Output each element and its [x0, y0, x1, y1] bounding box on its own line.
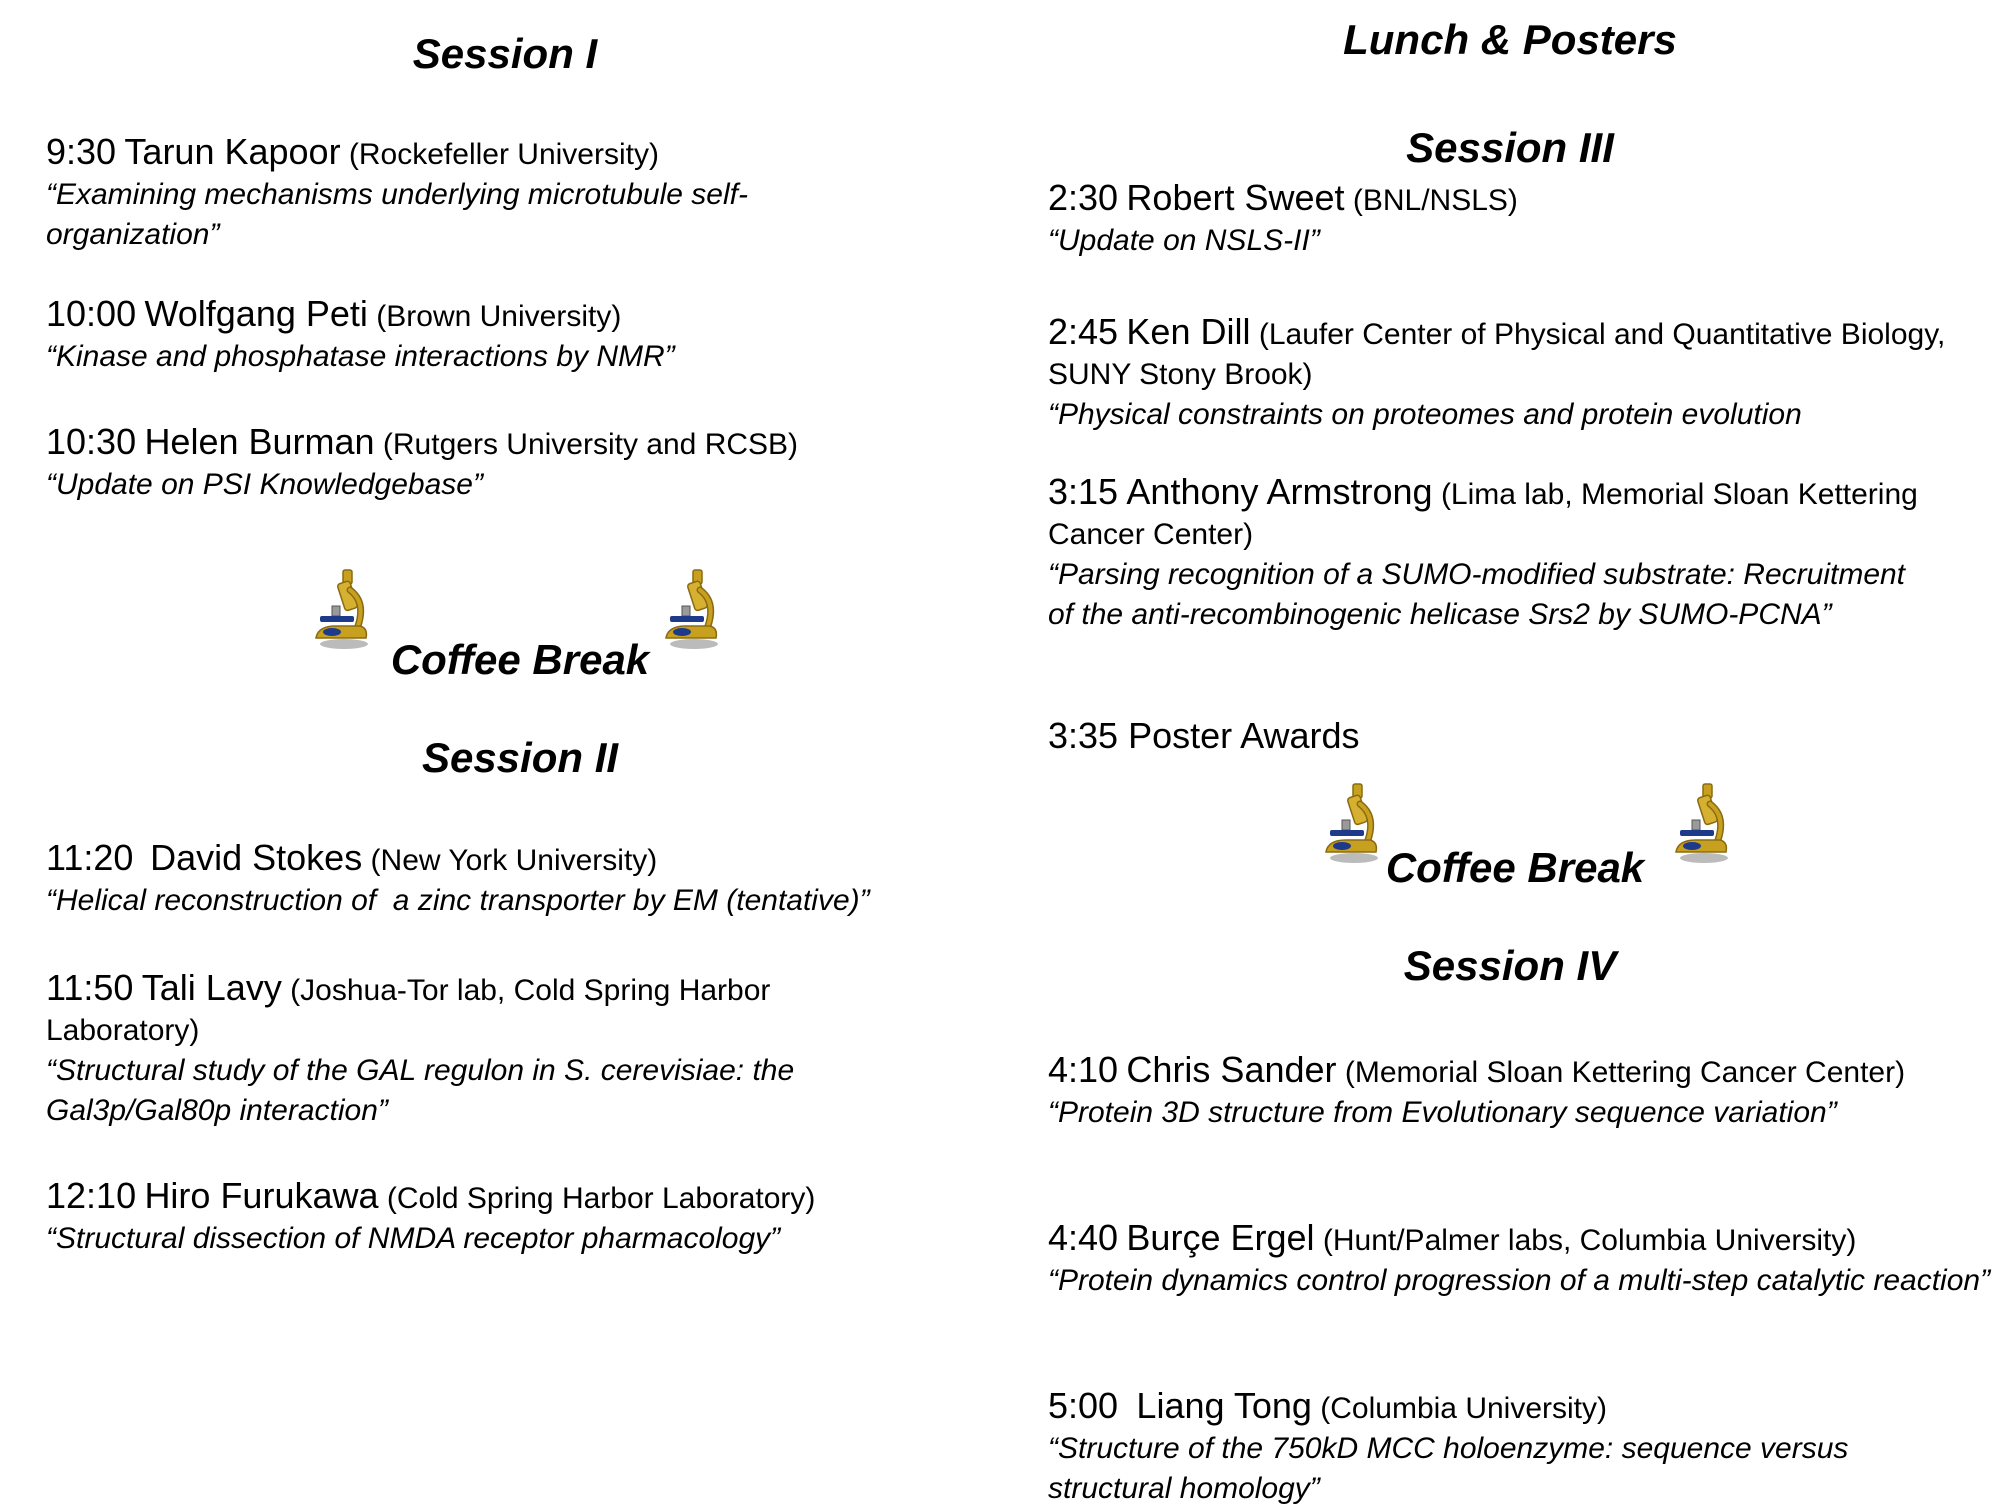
talk-speaker: David Stokes — [150, 837, 363, 878]
talk-time: 9:30 — [46, 131, 117, 172]
talk-affiliation: (Laufer Center of Physical and Quantitative Biology, SUNY Stony Brook) — [1048, 318, 1946, 391]
talk-time: 3:15 — [1048, 471, 1119, 512]
session-heading-2: Session II — [421, 734, 619, 781]
session-heading-1: Session I — [412, 30, 598, 77]
talk-entry — [1048, 472, 1948, 635]
talk-affiliation: (Hunt/Palmer labs, Columbia University) — [1322, 1224, 1857, 1257]
talk-affiliation: (Memorial Sloan Kettering Cancer Center) — [1344, 1056, 1906, 1089]
talk-affiliation: (Rutgers University and RCSB) — [382, 428, 799, 461]
talk-speaker: Wolfgang Peti — [144, 293, 368, 334]
talk-time: 10:00 — [46, 293, 137, 334]
talk-time: 4:40 — [1048, 1217, 1119, 1258]
talk-affiliation: (Columbia University) — [1320, 1392, 1608, 1425]
talk-speaker: Ken Dill — [1126, 311, 1251, 352]
talk-time: 5:00 — [1048, 1385, 1119, 1426]
talk-title: “Examining mechanisms underlying microtubule self-organization” — [46, 178, 748, 251]
talk-entry — [46, 294, 946, 377]
talk-entry — [1048, 1218, 1998, 1301]
coffee-break-heading: Coffee Break — [390, 636, 650, 683]
talk-affiliation: (Joshua-Tor lab, Cold Spring Harbor Laboratory) — [46, 974, 771, 1047]
talk-entry — [1048, 1050, 1948, 1133]
talk-affiliation: (Cold Spring Harbor Laboratory) — [386, 1182, 816, 1215]
talk-affiliation: (Lima lab, Memorial Sloan Kettering Cancer Center) — [1048, 478, 1918, 551]
talk-entry — [46, 422, 946, 505]
talk-title: “Helical reconstruction of a zinc transporter by EM (tentative)” — [46, 884, 870, 917]
talk-speaker: Helen Burman — [144, 421, 375, 462]
talk-entry — [46, 132, 946, 255]
talk-time: 2:45 — [1048, 311, 1119, 352]
talk-affiliation: (New York University) — [370, 844, 658, 877]
talk-title: “Physical constraints on proteomes and protein evolution — [1048, 398, 1802, 431]
talk-title: “Update on PSI Knowledgebase” — [46, 468, 483, 501]
talk-affiliation: (BNL/NSLS) — [1352, 184, 1518, 217]
coffee-break-heading: Coffee Break — [1385, 844, 1645, 891]
talk-title: “Structural study of the GAL regulon in S. cerevisiae: the Gal3p/Gal80p interaction” — [46, 1054, 795, 1127]
talk-entry — [46, 838, 1006, 921]
talk-speaker: Chris Sander — [1126, 1049, 1337, 1090]
talk-entry — [46, 968, 916, 1131]
talk-title: “Structure of the 750kD MCC holoenzyme: sequence versus structural homology” — [1048, 1432, 1849, 1505]
talk-time: 2:30 — [1048, 177, 1119, 218]
lunch-posters-heading: Lunch & Posters — [1343, 16, 1677, 63]
session-heading-3: Session III — [1406, 124, 1614, 171]
talk-affiliation: (Rockefeller University) — [348, 138, 659, 171]
talk-entry — [1048, 312, 1998, 435]
talk-title: “Update on NSLS-II” — [1048, 224, 1320, 257]
talk-time: 4:10 — [1048, 1049, 1119, 1090]
talk-title: “Protein 3D structure from Evolutionary sequence variation” — [1048, 1096, 1837, 1129]
talk-entry — [1048, 1386, 1998, 1509]
talk-speaker: Tali Lavy — [141, 967, 282, 1008]
talk-time: 10:30 — [46, 421, 137, 462]
poster-awards: 3:35 Poster Awards — [1048, 715, 1360, 756]
talk-speaker: Robert Sweet — [1126, 177, 1345, 218]
talk-time: 11:20 — [46, 837, 134, 878]
talk-speaker: Burçe Ergel — [1126, 1217, 1315, 1258]
talk-affiliation: (Brown University) — [376, 300, 622, 333]
talk-speaker: Liang Tong — [1126, 1385, 1312, 1426]
talk-title: “Protein dynamics control progression of a multi-step catalytic reaction” — [1048, 1264, 1991, 1297]
talk-title: “Kinase and phosphatase interactions by NMR” — [46, 340, 675, 373]
session-heading-4: Session IV — [1403, 942, 1617, 989]
talk-speaker: Tarun Kapoor — [124, 131, 341, 172]
talk-speaker: Anthony Armstrong — [1126, 471, 1433, 512]
talk-title: “Structural dissection of NMDA receptor pharmacology” — [46, 1222, 781, 1255]
talk-title: “Parsing recognition of a SUMO-modified substrate: Recruitment of the anti-recombinogenic helicase Srs2 by SUMO-PCNA” — [1048, 558, 1906, 631]
talk-time: 12:10 — [46, 1175, 137, 1216]
talk-speaker: Hiro Furukawa — [144, 1175, 379, 1216]
talk-entry — [46, 1176, 1006, 1259]
talk-entry — [1048, 178, 1998, 261]
talk-time: 11:50 — [46, 967, 134, 1008]
